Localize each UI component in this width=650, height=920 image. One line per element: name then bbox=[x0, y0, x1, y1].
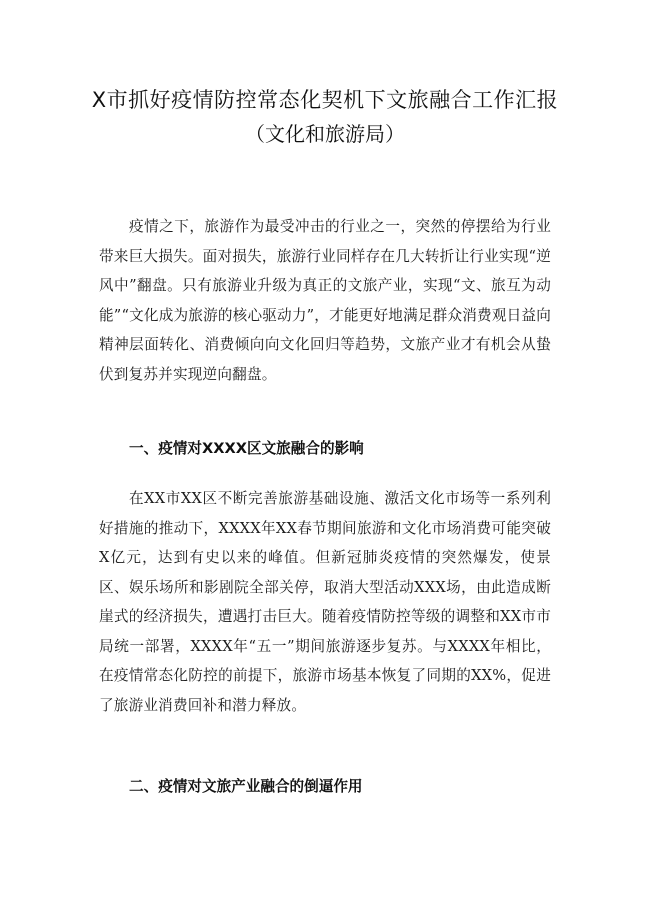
document-subtitle: （文化和旅游局） bbox=[245, 122, 405, 146]
intro-paragraph: 疫情之下，旅游作为最受冲击的行业之一，突然的停摆给为行业带来巨大损失。面对损失，旅游行业同样存在几大转折让行业实现“逆风中”翻盘。只有旅游业升级为真正的文旅产业，实现“文、旅互为动能”“文化成为旅游的核心驱动力”，才能更好地满足群众消费观日益向精神层面转化、消费倾向向文化回归等趋势，文旅产业才有机会从蛰伏到复苏并实现逆向翻盘。 bbox=[99, 218, 552, 383]
section-heading-1: 一、疫情对XXXX区文旅融合的影响 bbox=[129, 440, 364, 457]
document-title: X市抓好疫情防控常态化契机下文旅融合工作汇报 bbox=[91, 88, 559, 112]
section-1-paragraph: 在XX市XX区不断完善旅游基础设施、激活文化市场等一系列利好措施的推动下，XXXX年XX春节期间旅游和文化市场消费可能突破X亿元，达到有史以来的峰值。但新冠肺炎疫情的突然爆发，使景区、娱乐场所和影剧院全部关停，取消大型活动XXX场，由此造成断崖式的经济损失，遭遇打击巨大。随着疫情防控等级的调整和XX市市局统一部署，XXXX年“五一”期间旅游逐步复苏。与XXXX年相比，在疫情常态化防控的前提下，旅游市场基本恢复了同期的XX%，促进了旅游业消费回补和潜力释放。 bbox=[99, 490, 551, 714]
section-heading-2: 二、疫情对文旅产业融合的倒逼作用 bbox=[129, 778, 363, 795]
